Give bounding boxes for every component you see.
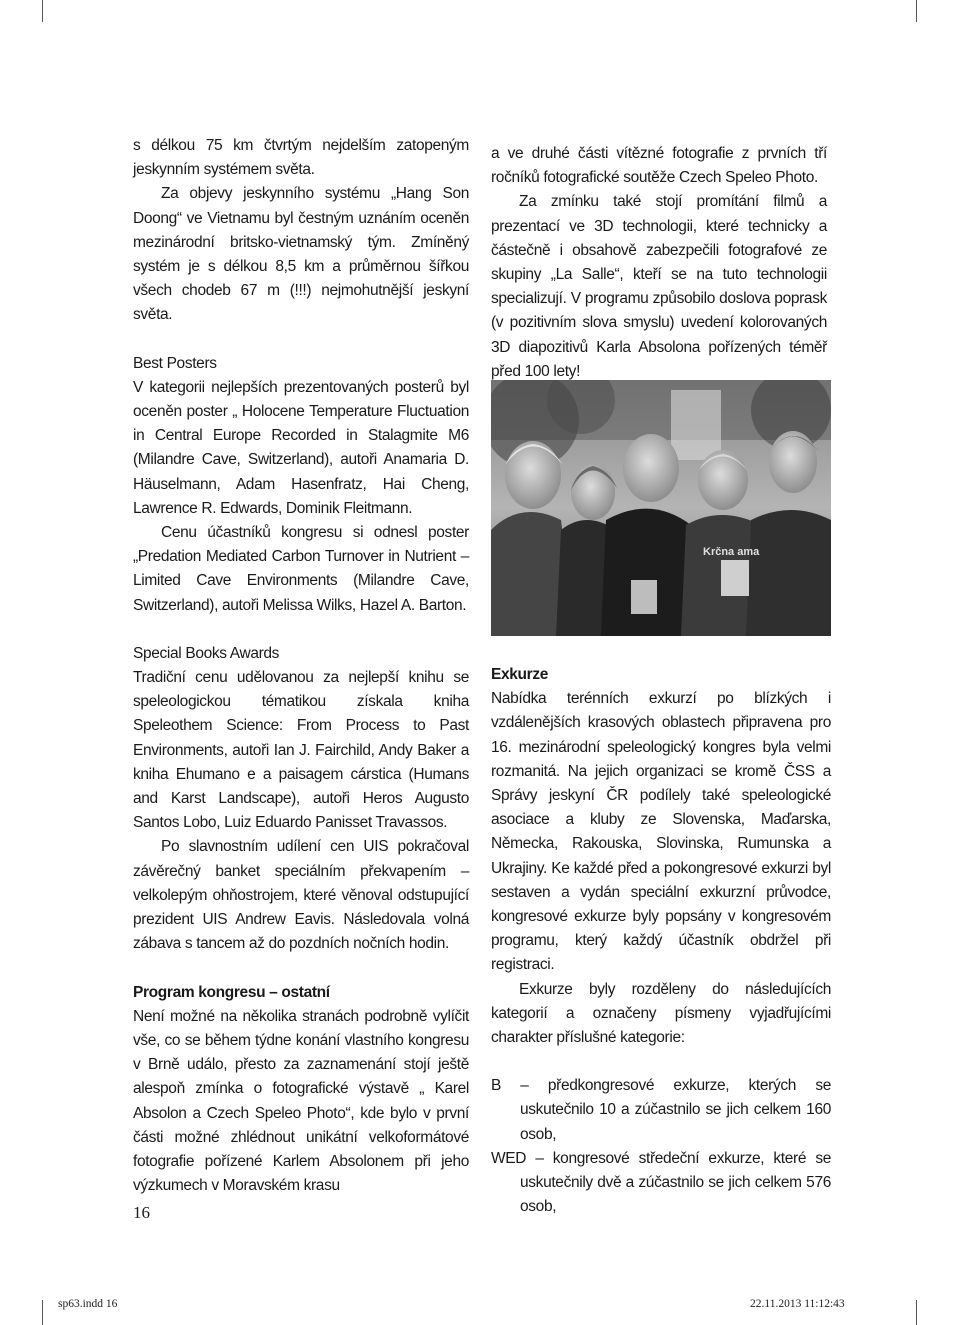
right-column-top — [491, 142, 827, 384]
paragraph: Cenu účastníků kongresu si odnesl poster „Predation Mediated Carbon Turnover in Nutrient – Limited Cave Environments (Milandre Cave, Switzerland), autoři Melissa Wilks, Hazel A. Barton. — [133, 524, 469, 614]
paragraph: Tradiční cenu udělovanou za nejlepší knihu se speleologickou tématikou získala kniha Speleothem Science: From Process to Past Environments, autoři Ian J. Fairchild, Andy Baker a kniha Ehumano e a paisagem cárstica (Humans and Karst Landscape), autoři Heros Augusto Santos Lobo, Luiz Eduardo Panisset Travassos. — [133, 669, 469, 832]
paragraph: a ve druhé části vítězné fotografie z prvních tří ročníků fotografické soutěže Czech Speleo Photo. — [491, 145, 827, 187]
paragraph: Po slavnostním udílení cen UIS pokračoval závěrečný banket speciálním překvapením – velkolepým ohňostrojem, které věnoval odstupující prezident UIS Andrew Eavis. Následovala volná zábava s tancem až do pozdních nočních hodin. — [133, 838, 469, 953]
paragraph: s délkou 75 km čtvrtým nejdelším zatopeným jeskynním systémem světa. — [133, 137, 469, 179]
slug-file-name: sp63.indd 16 — [58, 1298, 118, 1310]
paragraph: Nabídka terénních exkurzí po blízkých i vzdálenějších krasových oblastech připravena pro 16. mezinárodní speleologický kongres byla velmi rozmanitá. Na jejich organizaci se kromě ČSS a Správy jeskyní ČR podílely také speleologické asociace a kluby ze Slovenska, Maďarska, Německa, Rakouska, Slovinska, Rumunska a Ukrajiny. Ke každé před a pokongresové exkurzi byl sestaven a vydán speciální exkurzní průvodce, kongresové exkurze byly popsány v kongresovém programu, který každý účastník obdržel při registraci. — [491, 690, 831, 974]
paragraph: Exkurze byly rozděleny do následujících kategorií a označeny písmeny vyjadřujícími charakter příslušné kategorie: — [491, 980, 831, 1047]
list-item: B – předkongresové exkurze, kterých se uskutečnilo 10 a zúčastnilo se jich celkem 160 osob, — [491, 1077, 831, 1143]
paragraph: Za zmínku také stojí promítání filmů a prezentací ve 3D technologii, které technicky a částečně i obsahově zabezpečili fotografové ze skupiny „La Salle“, kteří se na tuto technologii specializují. V programu způsobilo doslova poprask (v pozitivním slova smyslu) uvedení kolorovaných 3D diapozitivů Karla Absolona pořízených téměř před 100 lety! — [491, 193, 827, 380]
crop-mark-top-left — [42, 0, 43, 22]
crop-mark-top-right — [916, 0, 917, 22]
page-number: 16 — [133, 1203, 150, 1222]
crop-mark-bottom-right — [916, 1300, 917, 1325]
list-item: WED – kongresové středeční exkurze, které se uskutečnily dvě a zúčastnilo se jich celkem 576 osob, — [491, 1149, 831, 1216]
paragraph: V kategorii nejlepších prezentovaných posterů byl oceněn poster „ Holocene Temperature Fluctuation in Central Europe Recorded in Stalagmite M6 (Milandre Cave, Switzerland), autoři Anamaria D. Häuselmann, Adam Hasenfratz, Hai Cheng, Lawrence R. Edwards, Dominik Fleitmann. — [133, 378, 469, 517]
section-heading-best-posters: Best Posters — [133, 354, 217, 372]
paragraph: Není možné na několika stranách podrobně vylíčit vše, co se během týdne konání vlastního kongresu v Brně událo, přesto za zaznamenání stojí ještě alespoň zmínka o fotografické výstavě „ Karel Absolon a Czech Speleo Photo“, kde bylo v první části možné zhlédnout unikátní velkoformátové fotografie pořízené Karlem Absolonem při jeho výzkumech v Moravském krasu — [133, 1007, 469, 1195]
section-heading-special-books: Special Books Awards — [133, 644, 280, 662]
shirt-text: Krčna ama — [703, 546, 760, 558]
left-column — [133, 134, 469, 1198]
crop-mark-bottom-left — [42, 1300, 43, 1325]
paragraph: Za objevy jeskynního systému „Hang Son Doong“ ve Vietnamu byl čestným uznáním oceněn mezinárodní britsko-vietnamský tým. Zmíněný systém je s délkou 8,5 km a průměrnou šířkou všech chodeb 67 m (!!!) nejmohutnější jeskyní světa. — [133, 185, 469, 324]
slug-date: 22.11.2013 11:12:43 — [750, 1298, 845, 1310]
group-photo — [491, 380, 831, 636]
section-heading-exkurze: Exkurze — [491, 666, 548, 683]
section-heading-program: Program kongresu – ostatní — [133, 983, 330, 1001]
right-column-bottom — [491, 663, 831, 1219]
